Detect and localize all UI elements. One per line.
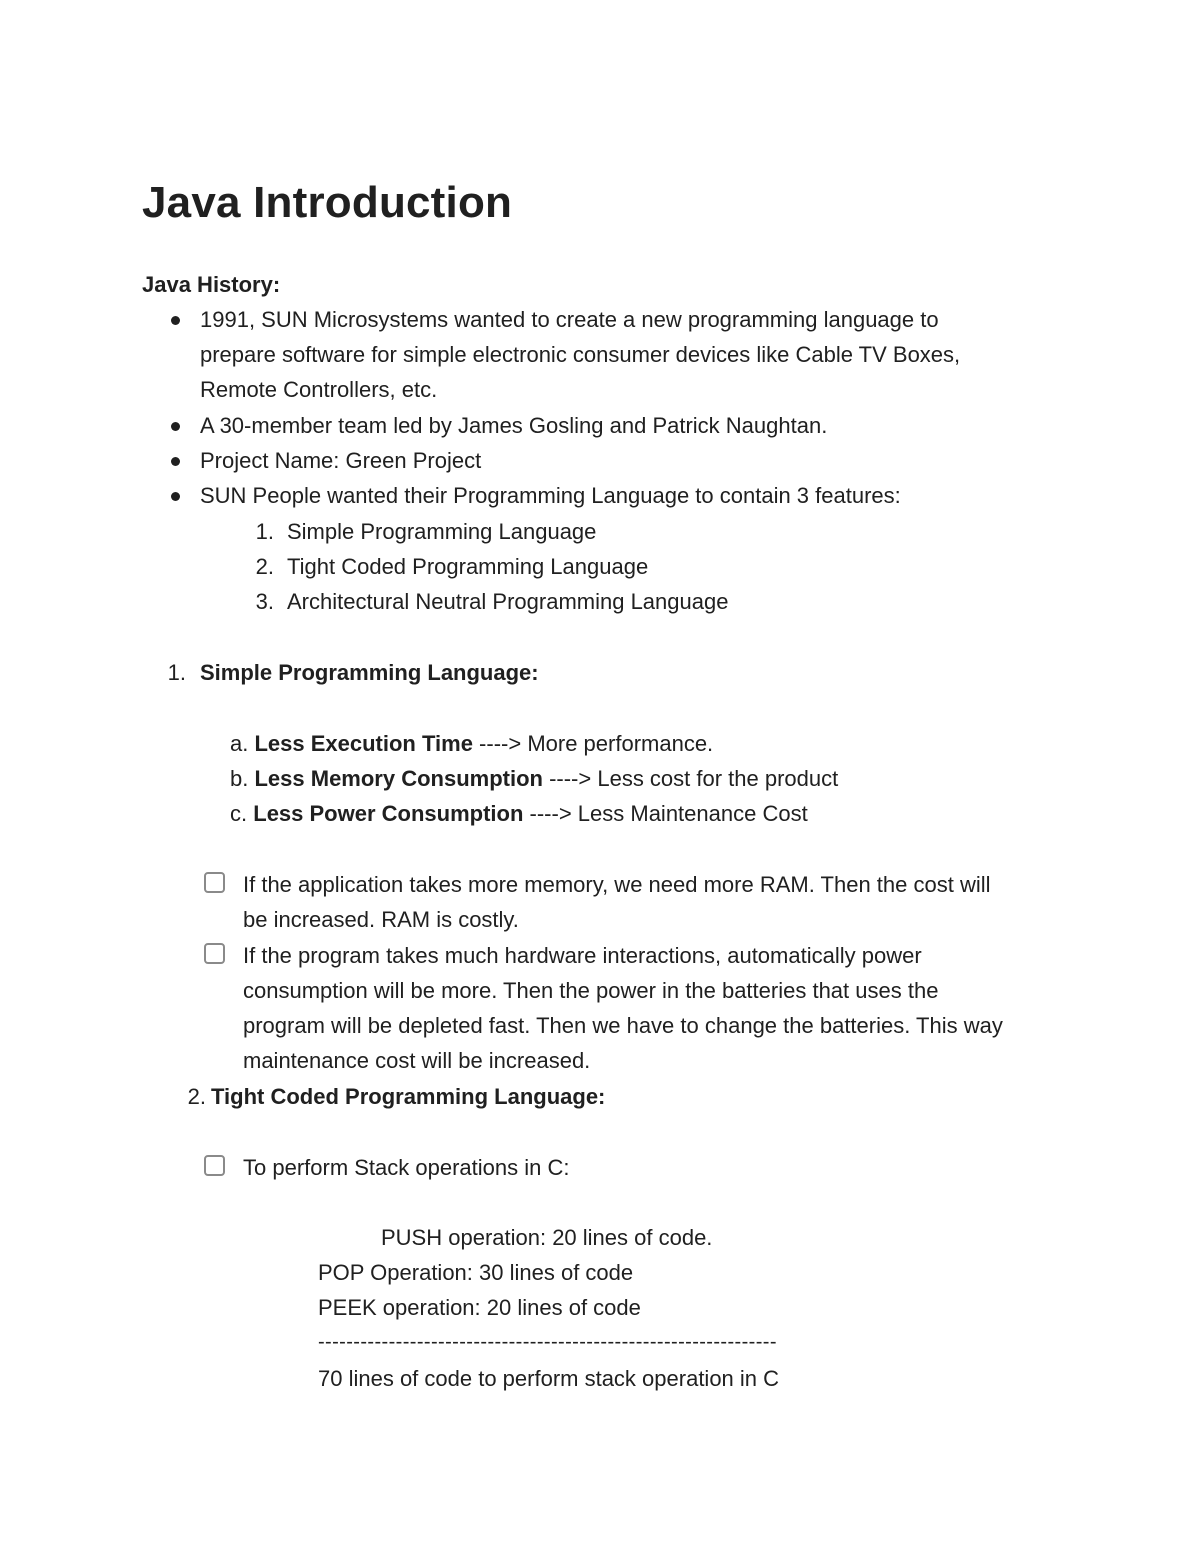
- point-bold: Less Execution Time: [254, 731, 473, 756]
- point-item: [230, 796, 808, 831]
- peek-line: PEEK operation: 20 lines of code: [318, 1295, 641, 1320]
- point-letter: b.: [230, 766, 249, 791]
- point-letter: a.: [230, 731, 249, 756]
- list-item: A 30-member team led by James Gosling and Patrick Naughtan.: [200, 413, 828, 438]
- list-number: 1.: [255, 519, 274, 544]
- point-bold: Less Memory Consumption: [254, 766, 543, 791]
- list-number: 2.: [255, 554, 274, 579]
- point-rest: ----> More performance.: [472, 731, 714, 756]
- section-number: 1.: [167, 660, 186, 685]
- point-rest: ----> Less Maintenance Cost: [523, 801, 808, 826]
- point-item: [230, 761, 838, 796]
- checkbox[interactable]: [204, 872, 225, 893]
- list-number: 3.: [255, 589, 274, 614]
- point-rest: ----> Less cost for the product: [542, 766, 839, 791]
- list-item: SUN People wanted their Programming Language to contain 3 features:: [200, 483, 901, 508]
- total-line: 70 lines of code to perform stack operation in C: [318, 1366, 780, 1391]
- point-letter: c.: [230, 801, 248, 826]
- section-number: 2.: [187, 1084, 206, 1109]
- divider-line: -----------------------------------------------------------------: [318, 1331, 777, 1353]
- bullet-icon: [171, 457, 180, 466]
- feature-item: Tight Coded Programming Language: [287, 554, 649, 579]
- bullet-icon: [171, 422, 180, 431]
- checklist-item-continuation: program will be depleted fast. Then we have to change the batteries. This way: [243, 1013, 1003, 1038]
- checklist-item-continuation: be increased. RAM is costly.: [243, 907, 519, 932]
- bullet-icon: [171, 316, 180, 325]
- checklist-item: If the application takes more memory, we need more RAM. Then the cost will: [243, 872, 991, 897]
- push-line: PUSH operation: 20 lines of code.: [381, 1225, 713, 1250]
- list-item: Project Name: Green Project: [200, 448, 482, 473]
- checklist-item-continuation: consumption will be more. Then the power in the batteries that uses the: [243, 978, 939, 1003]
- list-item-continuation: prepare software for simple electronic consumer devices like Cable TV Boxes,: [200, 342, 961, 367]
- checkbox[interactable]: [204, 943, 225, 964]
- checkbox[interactable]: [204, 1155, 225, 1176]
- history-heading: Java History:: [142, 272, 281, 297]
- checklist-item: If the program takes much hardware interactions, automatically power: [243, 943, 922, 968]
- point-item: [230, 726, 713, 761]
- pop-line: POP Operation: 30 lines of code: [318, 1260, 634, 1285]
- list-item: 1991, SUN Microsystems wanted to create a new programming language to: [200, 307, 939, 332]
- list-item-continuation: Remote Controllers, etc.: [200, 377, 438, 402]
- feature-item: Simple Programming Language: [287, 519, 597, 544]
- feature-item: Architectural Neutral Programming Language: [287, 589, 729, 614]
- page-title: Java Introduction: [142, 178, 513, 227]
- bullet-icon: [171, 492, 180, 501]
- section-heading: Tight Coded Programming Language:: [211, 1084, 606, 1109]
- point-bold: Less Power Consumption: [253, 801, 524, 826]
- checklist-item: To perform Stack operations in C:: [243, 1155, 570, 1180]
- checklist-item-continuation: maintenance cost will be increased.: [243, 1048, 591, 1073]
- section-heading: Simple Programming Language:: [200, 660, 539, 685]
